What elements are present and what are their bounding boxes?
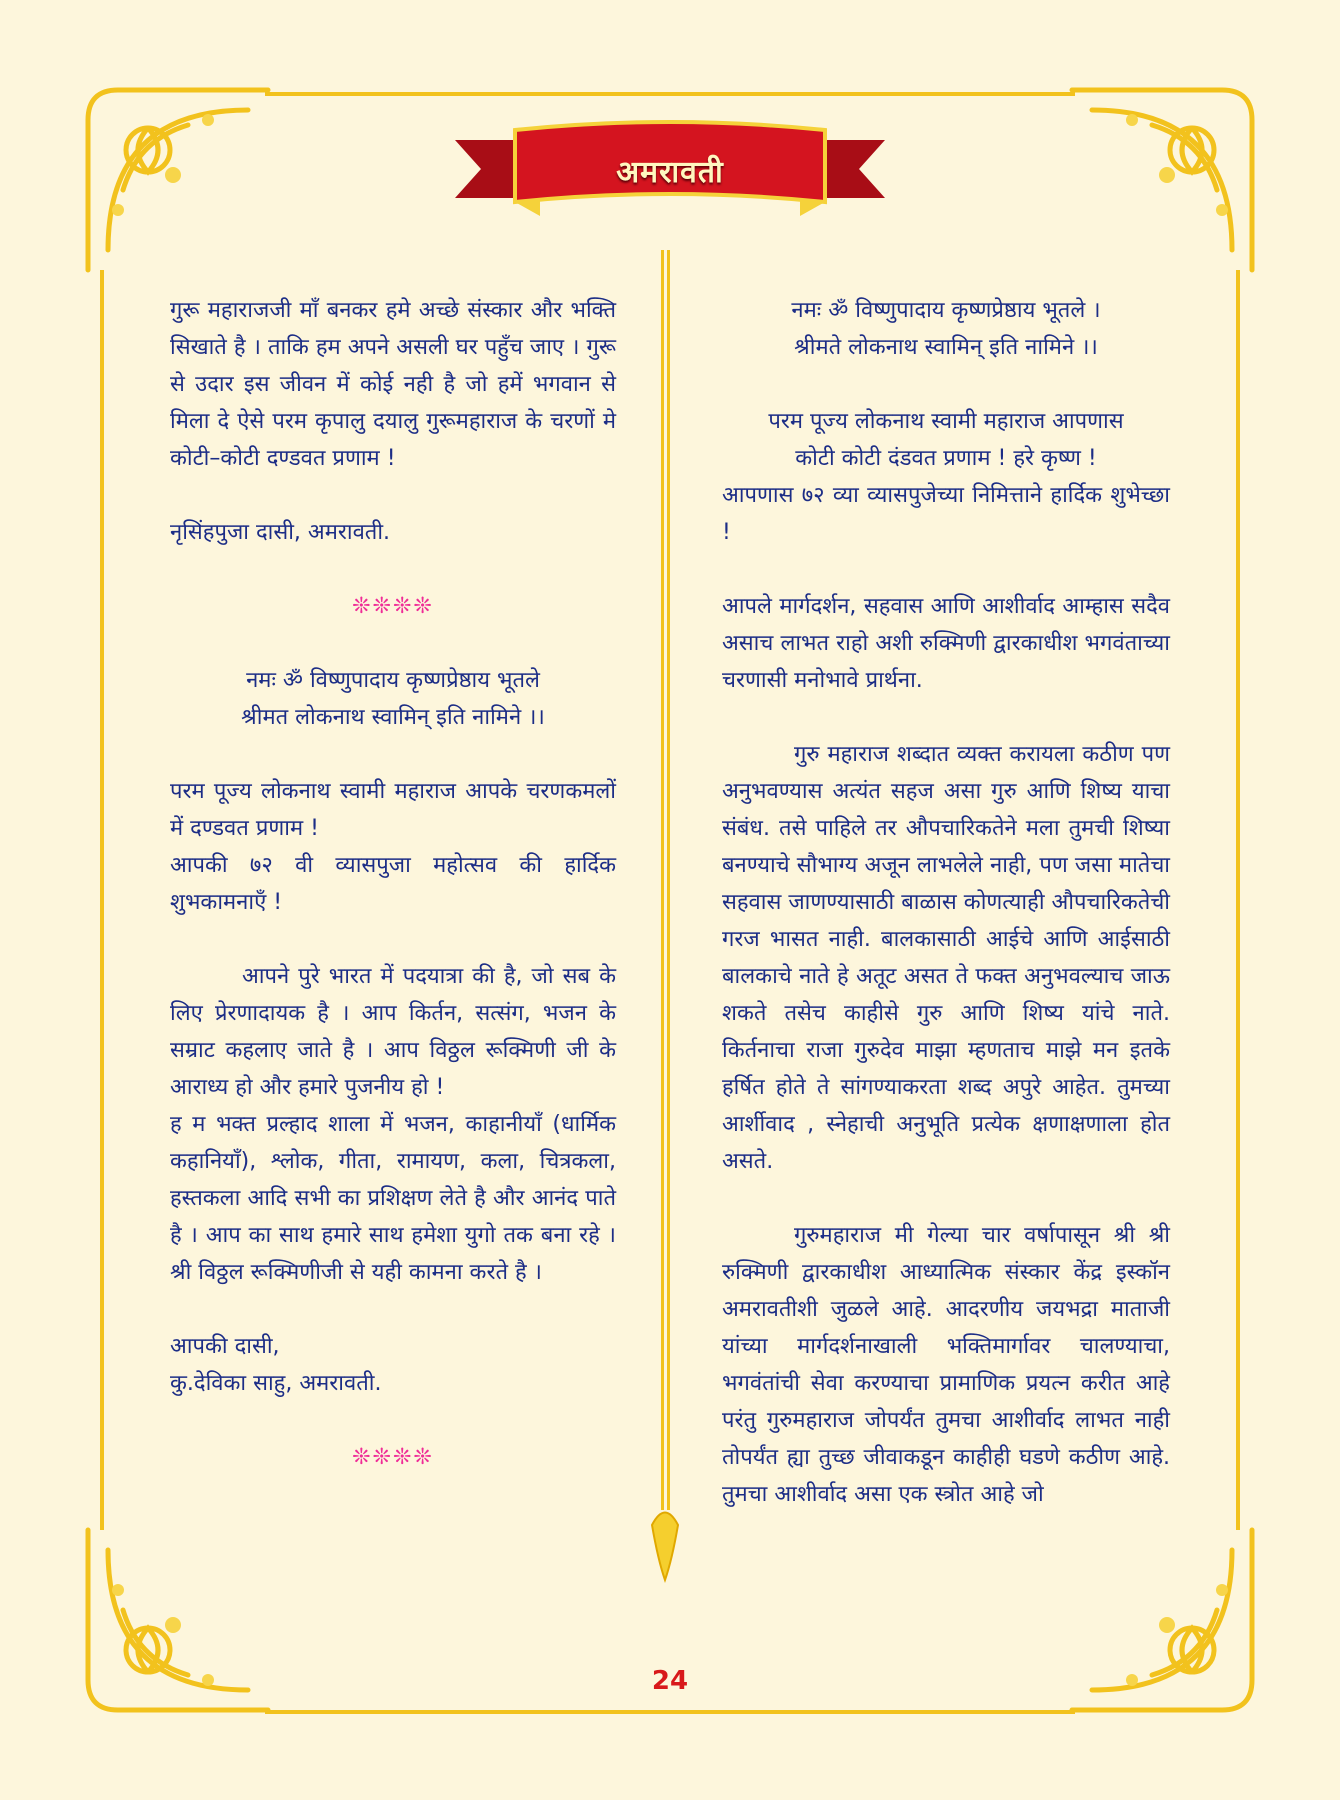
frame-top-line [265,92,1075,96]
right-greeting-line-2: कोटी कोटी दंडवत प्रणाम ! हरे कृष्ण ! [795,446,1097,471]
left-greeting-line-2: आपकी ७२ वी व्यासपुजा महोत्सव की हार्दिक शुभकामनाएँ ! [170,853,616,915]
left-signature-2-line-2: कु.देविका साहु, अमरावती. [170,1371,382,1396]
stars-divider-1: ❊❊❊❊ [352,594,434,619]
right-mantra-line-1: नमः ॐ विष्णुपादाय कृष्णप्रेष्ठाय भूतले । [791,298,1101,323]
left-signature-2-line-1: आपकी दासी, [170,1334,280,1359]
right-paragraph-2: गुरु महाराज शब्दात व्यक्त करायला कठीण पण अनुभवण्यास अत्यंत सहज असा गुरु आणि शिष्य याचा संबंध. तसे पाहिले तर औपचारिकतेने मला तुमची शिष्या बनण्याचे सौभाग्य अजून लाभलेले नाही, पण जसा मातेचा सहवास जाणण्यासाठी बाळास कोणत्याही औपचारिकतेची गरज भासत नाही. बालकासाठी आईचे आणि आईसाठी बालकाचे नाते हे अतूट असत ते फक्त अनुभवल्याच जाऊ शकते तसेच काहीसे गुरु आणि शिष्य यांचे नाते. किर्तनाचा राजा गुरुदेव माझा म्हणताच माझे मन इतके हर्षित होते ते सांगण्याकरता शब्द अपुरे आहेत. तुमच्या आर्शीवाद , स्नेहाची अनुभूति प्रत्येक क्षणाक्षणाला होत असते. [722,742,1170,1174]
frame-right-line [1236,270,1240,1530]
stars-divider-2: ❊❊❊❊ [352,1445,434,1470]
banner-title: अमरावती [616,155,724,190]
right-column [722,292,1170,1513]
left-paragraph-4: ह म भक्त प्रल्हाद शाला में भजन, काहानीयाँ (धार्मिक कहानियाँ), श्लोक, गीता, रामायण, कला, चित्रकला, हस्तकला आदि सभी का प्रशिक्षण लेते है और आनंद पाते है । आप का साथ हमारे साथ हमेशा युगो तक बना रहे । श्री विठ्ठल रूक्मिणीजी से यही कामना करते है । [170,1112,616,1285]
right-paragraph-3: गुरुमहाराज मी गेल्या चार वर्षापासून श्री श्री रुक्मिणी द्वारकाधीश आध्यात्मिक संस्कार केंद्र इस्कॉन अमरावतीशी जुळले आहे. आदरणीय जयभद्रा माताजी यांच्या मार्गदर्शनाखाली भक्तिमार्गावर चालण्याचा, भगवंतांची सेवा करण्याचा प्रामाणिक प्रयत्न करीत आहे परंतु गुरुमहाराज जोपर्यंत तुमचा आशीर्वाद लाभत नाही तोपर्यंत ह्या तुच्छ जीवाकडून काहीही घडणे कठीण आहे. तुमचा आशीर्वाद असा एक स्त्रोत आहे जो [722,1223,1170,1507]
left-mantra-line-2: श्रीमत लोकनाथ स्वामिन् इति नामिने ।। [241,705,545,730]
corner-ornament-top-right [1062,80,1262,280]
frame-left-line [100,270,104,1530]
column-divider [650,250,680,1590]
page-number: 24 [651,1666,689,1696]
right-mantra-line-2: श्रीमते लोकनाथ स्वामिन् इति नामिने ।। [794,335,1098,360]
right-paragraph-1: आपले मार्गदर्शन, सहवास आणि आशीर्वाद आम्हास सदैव असाच लाभत राहो अशी रुक्मिणी द्वारकाधीश भगवंताच्या चरणासी मनोभावे प्रार्थना. [722,594,1170,693]
corner-ornament-top-left [78,80,278,280]
left-paragraph-1: गुरू महाराजजी माँ बनकर हमे अच्छे संस्कार और भक्ति सिखाते है । ताकि हम अपने असली घर पहुँच जाए । गुरू से उदार इस जीवन में कोई नही है जो हमें भगवान से मिला दे ऐसे परम कृपालु दयालु गुरूमहाराज के चरणों मे कोटी–कोटी दण्डवत प्रणाम ! [170,298,616,471]
left-signature-1: नृसिंहपुजा दासी, अमरावती. [170,520,391,545]
left-greeting-line-1: परम पूज्य लोकनाथ स्वामी महाराज आपके चरणकमलों में दण्डवत प्रणाम ! [170,779,616,841]
left-mantra-line-1: नमः ॐ विष्णुपादाय कृष्णप्रेष्ठाय भूतले [246,668,540,693]
left-paragraph-3: आपने पुरे भारत में पदयात्रा की है, जो सब के लिए प्रेरणादायक है । आप किर्तन, सत्संग, भजन के सम्राट कहलाए जाते है । आप विठ्ठल रूक्मिणी जी के आराध्य हो और हमारे पुजनीय हो ! [170,964,616,1100]
left-column [170,292,616,1476]
corner-ornament-bottom-right [1062,1520,1262,1720]
right-greeting-line-1: परम पूज्य लोकनाथ स्वामी महाराज आपणास [768,409,1124,434]
frame-bottom-line [265,1710,1075,1714]
corner-ornament-bottom-left [78,1520,278,1720]
right-greeting-line-3: आपणास ७२ व्या व्यासपुजेच्या निमित्ताने हार्दिक शुभेच्छा ! [722,483,1170,545]
